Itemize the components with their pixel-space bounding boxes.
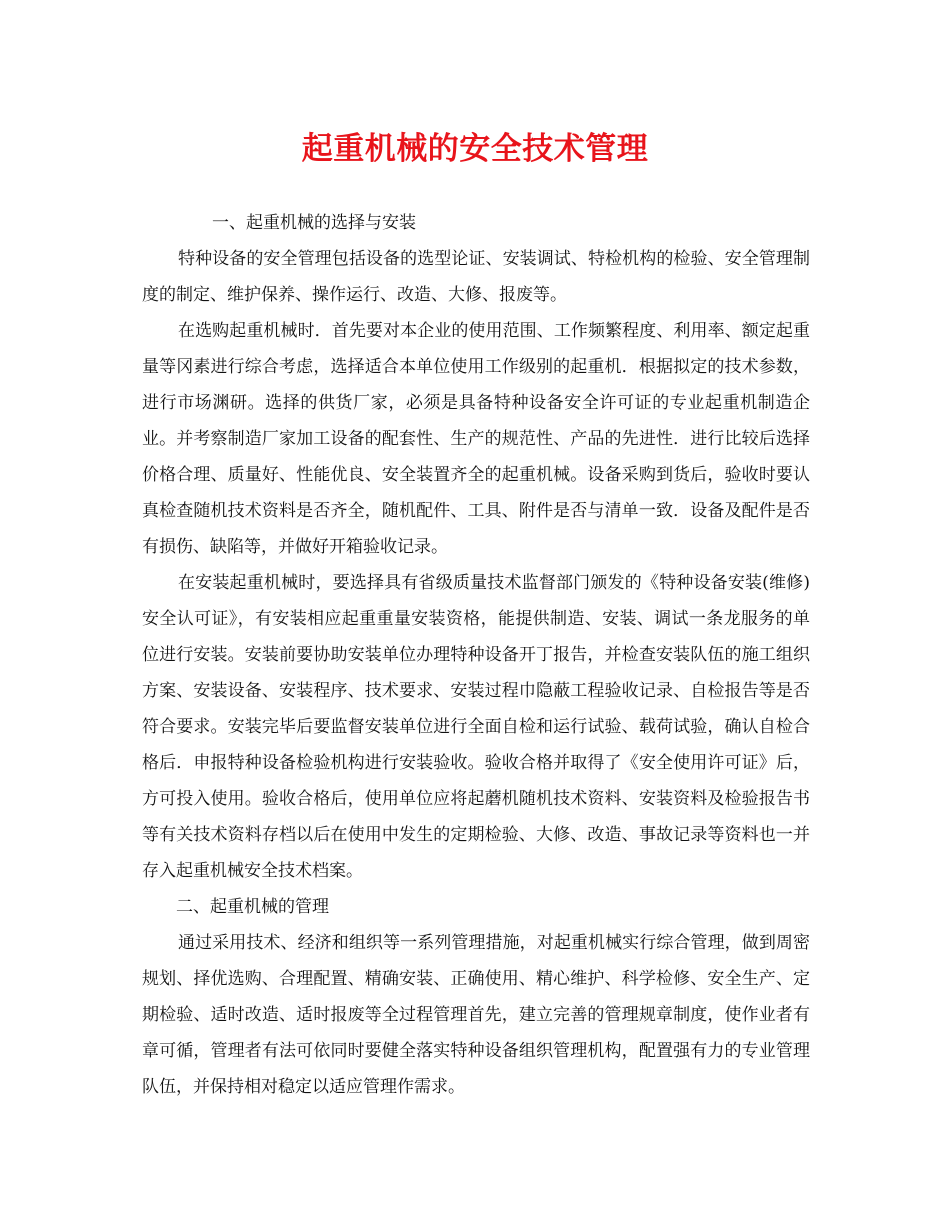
- section-heading-selection-installation: 一、起重机械的选择与安装: [212, 213, 416, 233]
- document-body: [142, 205, 810, 1105]
- document-title: 起重机械的安全技术管理: [301, 131, 649, 167]
- paragraph-safety-management-scope: 特种设备的安全管理包括设备的选型论证、安装调试、特检机构的检验、安全管理制度的制定、维护保养、操作运行、改造、大修、报废等。: [142, 249, 810, 305]
- paragraph-installation: 在安装起重机械时，要选择具有省级质量技术监督部门颁发的《特种设备安装(维修)安全认可证》，有安装相应起重重量安装资格，能提供制造、安装、调试一条龙服务的单位进行安装。安装前要协助安装单位办理特种设备开丁报告，并检查安装队伍的施工组织方案、安装设备、安装程序、技术要求、安装过程巾隐蔽工程验收记录、自检报告等是否符合要求。安装完毕后要监督安装单位进行全面自检和运行试验、载荷试验，确认自检合格后．申报特种设备检验机构进行安装验收。验收合格并取得了《安全使用许可证》后，方可投入使用。验收合格后，使用单位应将起蘑机随机技术资料、安装资料及检验报告书等有关技术资料存档以后在使用中发生的定期检验、大修、改造、事故记录等资料也一并存入起重机械安全技术档案。: [142, 573, 810, 881]
- paragraph-purchasing: 在选购起重机械时．首先要对本企业的使用范围、工作频繁程度、利用率、额定起重量等冈素进行综合考虑，选择适合本单位使用工作级别的起重机．根据拟定的技术参数，进行市场渊研。选择的供货厂家，必须是具备特种设备安全许可证的专业起重机制造企业。并考察制造厂家加工设备的配套性、生产的规范性、产品的先进性．进行比较后选择价格合理、质量好、性能优良、安全装置齐全的起重机械。设备采购到货后，验收时要认真检查随机技术资料是否齐全，随机配件、工具、附件是否与清单一致．设备及配件是否有损伤、缺陷等，并做好开箱验收记录。: [142, 321, 810, 557]
- section-heading-management: 二、起重机械的管理: [176, 897, 329, 917]
- paragraph-management-measures: 通过采用技术、经济和组织等一系列管理措施，对起重机械实行综合管理，做到周密规划、择优选购、合理配置、精确安装、正确使用、精心维护、科学检修、安全生产、定期检验、适时改造、适时报废等全过程管理首先，建立完善的管理规章制度，使作业者有章可循，管理者有法可依同时要健全落实特种设备组织管理机构，配置强有力的专业管理队伍，并保持相对稳定以适应管理作需求。: [142, 933, 810, 1097]
